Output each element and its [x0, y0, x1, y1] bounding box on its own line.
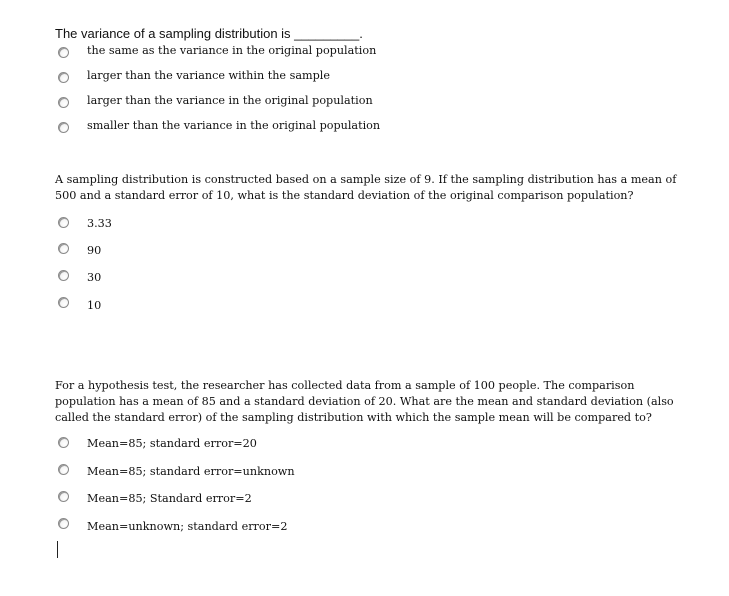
question-3-option-4-radio[interactable]	[58, 518, 69, 529]
question-3-stem: For a hypothesis test, the researcher has collected data from a sample of 100 people. The comparison population has a mean of 85 and a standard deviation of 20. What are the mean and standard deviation (also called the standard error) of the sampling distribution with which the sample mean will be compared to?	[55, 379, 674, 424]
question-1-option-3-radio[interactable]	[58, 97, 69, 108]
question-1-option-4-radio[interactable]	[58, 122, 69, 133]
question-1-option-4-label: smaller than the variance in the original population	[87, 119, 381, 132]
question-2-option-3-radio[interactable]	[58, 270, 69, 281]
question-3-option-2-radio[interactable]	[58, 464, 69, 475]
question-2-option-1-label: 3.33	[87, 217, 112, 230]
question-3-option-1-radio[interactable]	[58, 437, 69, 448]
question-2-stem: A sampling distribution is constructed based on a sample size of 9. If the sampling distribution has a mean of 500 and a standard error of 10, what is the standard deviation of the original comparison population?	[55, 173, 677, 202]
question-3-option-3-label: Mean=85; Standard error=2	[87, 492, 252, 505]
question-3-option-1-label: Mean=85; standard error=20	[87, 437, 257, 450]
question-1-option-3-label: larger than the variance in the original population	[87, 94, 373, 107]
question-1-option-1-label: the same as the variance in the original population	[87, 44, 377, 57]
question-1-stem: The variance of a sampling distribution is _________.	[55, 26, 363, 41]
question-1-option-2-label: larger than the variance within the sample	[87, 69, 330, 82]
question-2-option-4-label: 10	[87, 299, 102, 312]
question-3-option-3-radio[interactable]	[58, 491, 69, 502]
question-3-option-4-label: Mean=unknown; standard error=2	[87, 520, 288, 533]
question-2-option-2-label: 90	[87, 244, 102, 257]
question-3-option-2-label: Mean=85; standard error=unknown	[87, 465, 295, 478]
question-1-option-2-radio[interactable]	[58, 72, 69, 83]
question-2-option-1-radio[interactable]	[58, 217, 69, 228]
question-2-option-3-label: 30	[87, 271, 102, 284]
text-cursor	[57, 541, 58, 558]
question-2-option-4-radio[interactable]	[58, 297, 69, 308]
question-1-option-1-radio[interactable]	[58, 47, 69, 58]
question-2-option-2-radio[interactable]	[58, 243, 69, 254]
